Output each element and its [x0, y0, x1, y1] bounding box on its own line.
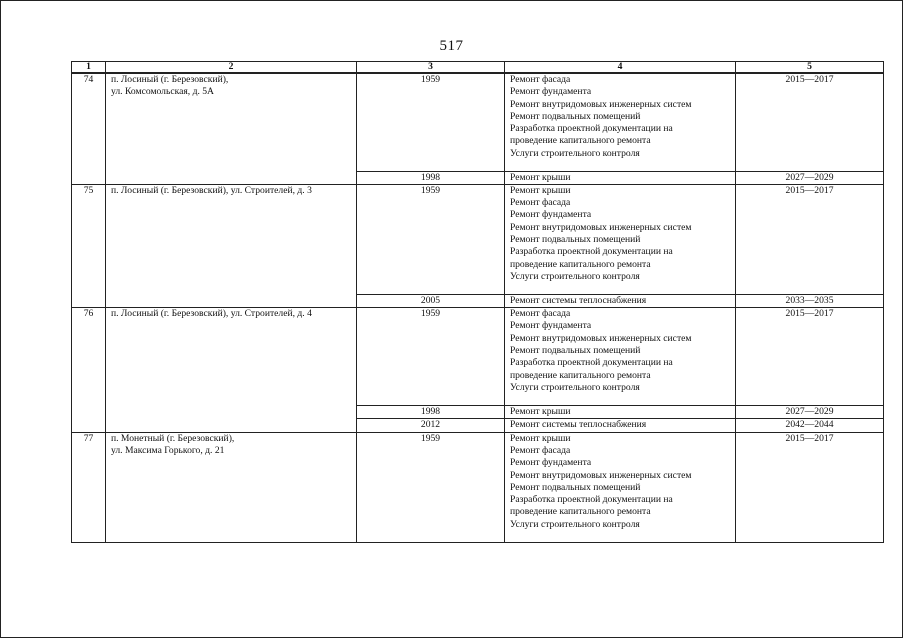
repair-work-item: Разработка проектной документации на — [510, 494, 673, 506]
repair-work-item: Ремонт фасада — [510, 74, 571, 85]
commissioning-year: 1959 — [357, 308, 505, 406]
repair-work-item: проведение капитального ремонта — [510, 258, 651, 270]
commissioning-year: 1998 — [357, 406, 505, 419]
entry-address — [106, 184, 357, 307]
repair-work-item: проведение капитального ремонта — [510, 506, 651, 518]
repair-work-item: Разработка проектной документации на — [510, 246, 673, 258]
repair-work-item: Ремонт крыши — [510, 184, 571, 196]
repair-works — [505, 73, 736, 171]
repair-works — [505, 184, 736, 294]
repair-period: 2027—2029 — [736, 171, 884, 184]
entry-number: 74 — [72, 73, 106, 184]
table-row — [72, 432, 884, 542]
repair-work-item: Ремонт фасада — [510, 197, 571, 209]
repair-work-item: Разработка проектной документации на — [510, 357, 673, 369]
repair-work-item: Ремонт крыши — [510, 432, 571, 444]
commissioning-year: 2012 — [357, 419, 505, 432]
repair-work-item: Ремонт фасада — [510, 444, 571, 456]
entry-number: 75 — [72, 184, 106, 307]
repair-works — [505, 419, 736, 432]
repair-works — [505, 432, 736, 542]
repair-work-item: Ремонт системы теплоснабжения — [510, 294, 647, 306]
column-header: 4 — [505, 62, 736, 74]
page-number: 517 — [439, 38, 464, 54]
repair-work-item: Ремонт фасада — [510, 308, 571, 320]
repair-work-item: проведение капитального ремонта — [510, 369, 651, 381]
entry-number: 76 — [72, 308, 106, 433]
table-row — [72, 308, 884, 406]
entry-address — [106, 308, 357, 433]
repair-works — [505, 406, 736, 419]
address-line: п. Лосиный (г. Березовский), ул. Строителей, д. 3 — [111, 184, 312, 196]
address-line: п. Лосиный (г. Березовский), ул. Строителей, д. 4 — [111, 308, 312, 320]
column-header: 1 — [72, 62, 106, 74]
repair-work-item: Ремонт подвальных помещений — [510, 481, 641, 493]
repair-work-item: Ремонт подвальных помещений — [510, 344, 641, 356]
repair-period: 2015—2017 — [736, 73, 884, 171]
repair-work-item: Ремонт крыши — [510, 406, 571, 418]
repair-period: 2015—2017 — [736, 184, 884, 294]
address-line: ул. Комсомольская, д. 5А — [111, 86, 214, 98]
repair-work-item: Ремонт подвальных помещений — [510, 110, 641, 122]
commissioning-year: 1959 — [357, 432, 505, 542]
address-line: ул. Максима Горького, д. 21 — [111, 444, 225, 456]
commissioning-year: 2005 — [357, 294, 505, 307]
entry-address — [106, 432, 357, 542]
repair-work-item: Ремонт внутридомовых инженерных систем — [510, 221, 692, 233]
repair-work-item: Ремонт подвальных помещений — [510, 233, 641, 245]
capital-repair-table — [71, 61, 884, 543]
repair-works — [505, 308, 736, 406]
column-header: 3 — [357, 62, 505, 74]
entry-number: 77 — [72, 432, 106, 542]
repair-work-item: Ремонт внутридомовых инженерных систем — [510, 332, 692, 344]
commissioning-year: 1959 — [357, 73, 505, 171]
table-row — [72, 184, 884, 294]
repair-work-item: Ремонт внутридомовых инженерных систем — [510, 469, 692, 481]
repair-period: 2042—2044 — [736, 419, 884, 432]
table-row — [72, 73, 884, 171]
repair-period: 2033—2035 — [736, 294, 884, 307]
repair-work-item: Ремонт фундамента — [510, 320, 592, 332]
repair-work-item: Услуги строительного контроля — [510, 518, 640, 530]
repair-work-item: Услуги строительного контроля — [510, 381, 640, 393]
repair-period: 2015—2017 — [736, 432, 884, 542]
repair-works — [505, 171, 736, 184]
repair-works — [505, 294, 736, 307]
repair-work-item: Ремонт фундамента — [510, 209, 592, 221]
address-line: п. Лосиный (г. Березовский), — [111, 74, 229, 85]
commissioning-year: 1959 — [357, 184, 505, 294]
repair-work-item: Ремонт фундамента — [510, 86, 592, 98]
column-header: 5 — [736, 62, 884, 74]
repair-work-item: Ремонт крыши — [510, 171, 571, 183]
repair-period: 2015—2017 — [736, 308, 884, 406]
repair-work-item: Услуги строительного контроля — [510, 147, 640, 159]
address-line: п. Монетный (г. Березовский), — [111, 432, 235, 444]
repair-period: 2027—2029 — [736, 406, 884, 419]
column-header: 2 — [106, 62, 357, 74]
entry-address — [106, 73, 357, 184]
commissioning-year: 1998 — [357, 171, 505, 184]
repair-work-item: Ремонт внутридомовых инженерных систем — [510, 98, 692, 110]
table-header-row — [72, 62, 884, 74]
repair-work-item: Ремонт системы теплоснабжения — [510, 419, 647, 431]
repair-work-item: Разработка проектной документации на — [510, 123, 673, 135]
repair-work-item: Услуги строительного контроля — [510, 270, 640, 282]
repair-work-item: проведение капитального ремонта — [510, 135, 651, 147]
repair-work-item: Ремонт фундамента — [510, 457, 592, 469]
